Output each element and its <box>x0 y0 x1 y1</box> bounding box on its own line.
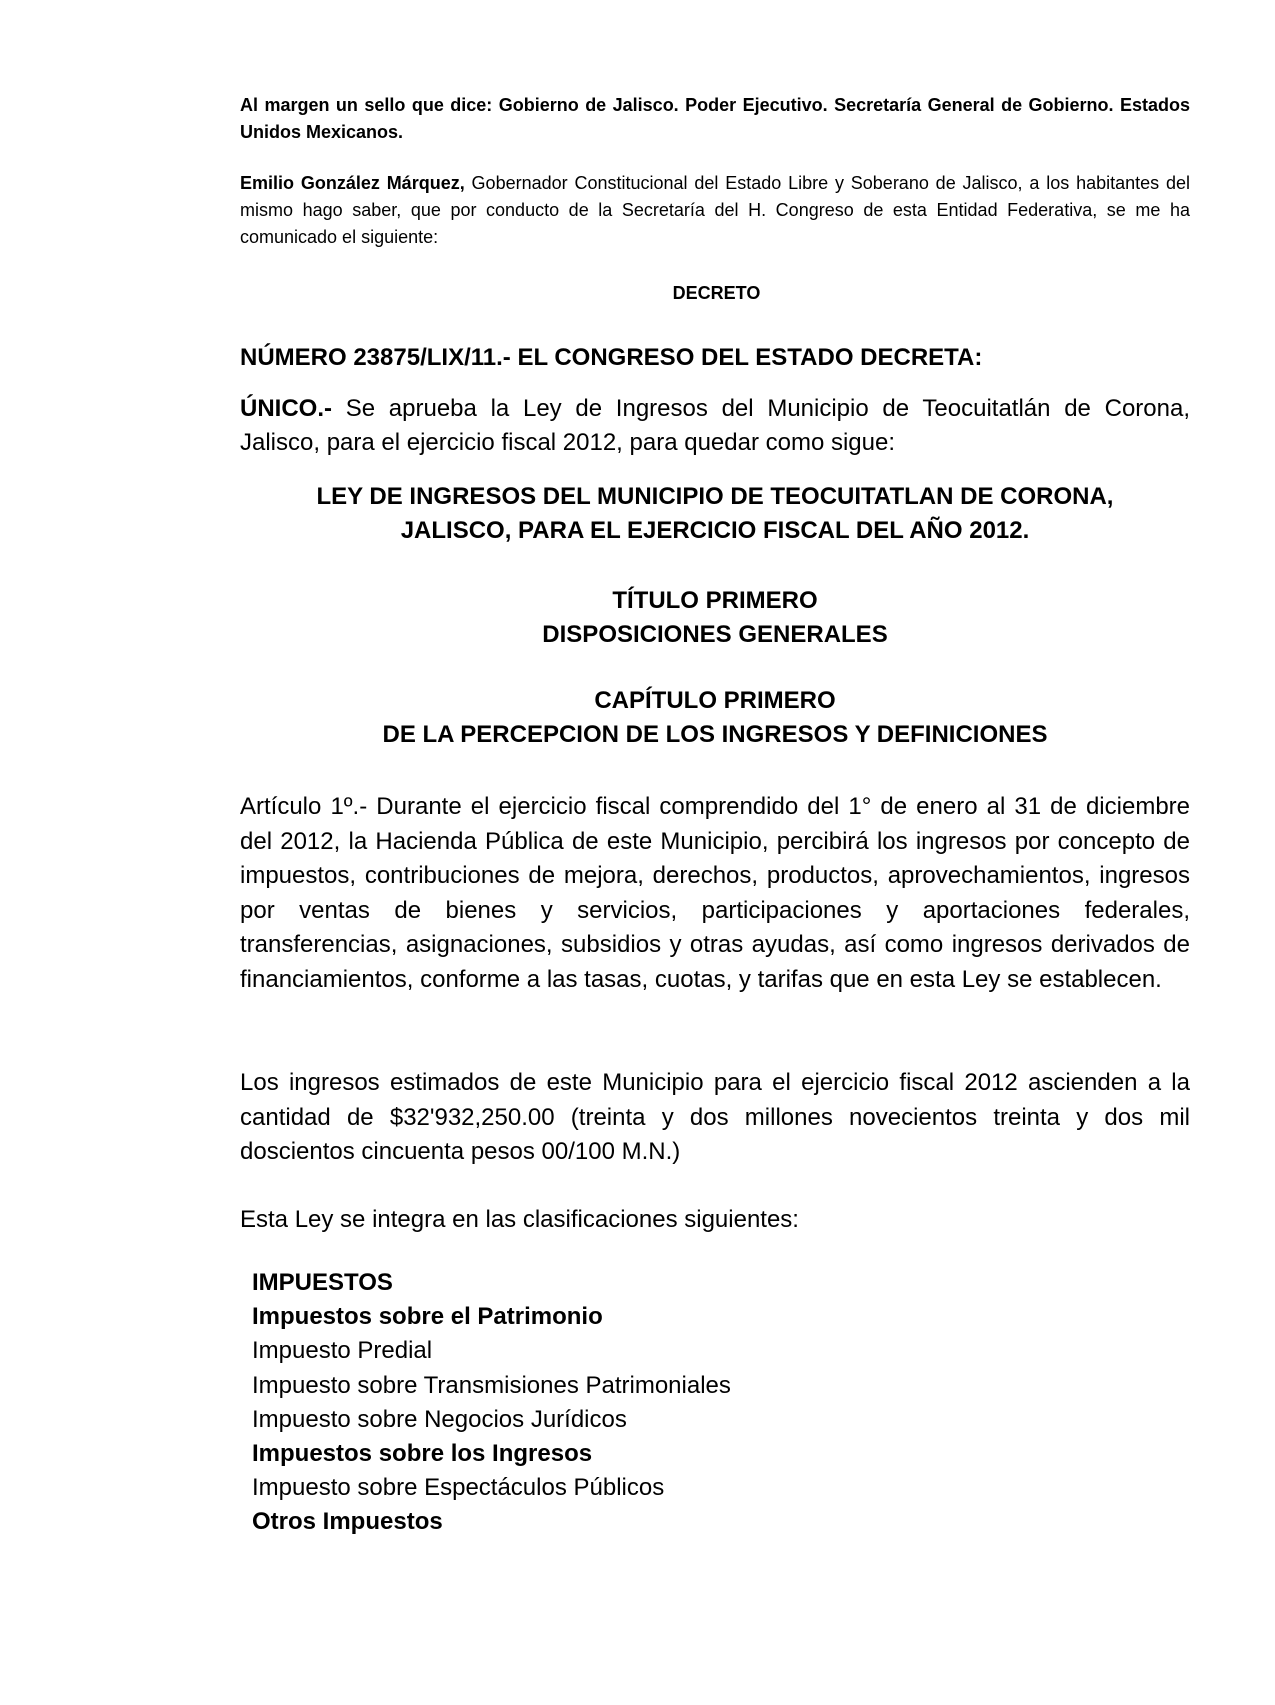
capitulo-line-1: CAPÍTULO PRIMERO <box>594 687 836 714</box>
titulo-heading <box>240 584 1190 652</box>
classification-item: IMPUESTOS <box>252 1269 393 1296</box>
unico-text: Se aprueba la Ley de Ingresos del Municipio de Teocuitatlán de Corona, Jalisco, para el ejercicio fiscal 2012, para quedar como sigue: <box>240 395 1190 456</box>
classification-item: Impuesto sobre Espectáculos Públicos <box>252 1474 665 1502</box>
unico-paragraph <box>240 392 1190 460</box>
estimated-income-paragraph: Los ingresos estimados de este Municipio para el ejercicio fiscal 2012 ascienden a la cantidad de $32'932,250.00 (treinta y dos millones novecientos treinta y dos mil doscientos cincuenta pesos 00/100 M.N.) <box>240 1069 1190 1165</box>
governor-text: Gobernador Constitucional del Estado Libre y Soberano de Jalisco, a los habitantes del mismo hago saber, que por conducto de la Secretaría del H. Congreso de esta Entidad Federativa, se me ha comunicado el siguiente: <box>240 173 1191 247</box>
classification-list <box>252 1266 1152 1540</box>
classification-item: Impuestos sobre el Patrimonio <box>252 1303 603 1331</box>
law-title-line-1: LEY DE INGRESOS DEL MUNICIPIO DE TEOCUITATLAN DE CORONA, <box>316 483 1114 510</box>
governor-paragraph <box>240 170 1190 251</box>
article-1-paragraph: Artículo 1º.- Durante el ejercicio fiscal comprendido del 1° de enero al 31 de diciembre del 2012, la Hacienda Pública de este Municipio, percibirá los ingresos por concepto de impuestos, contribuciones de mejora, derechos, productos, aprovechamientos, ingresos por ventas de bienes y servicios, participaciones y aportaciones federales, transferencias, asignaciones, subsidios y otras ayudas, así como ingresos derivados de financiamientos, conforme a las tasas, cuotas, y tarifas que en esta Ley se establecen. <box>240 793 1190 993</box>
classification-item: Otros Impuestos <box>252 1508 443 1536</box>
capitulo-line-2: DE LA PERCEPCION DE LOS INGRESOS Y DEFINICIONES <box>382 721 1048 748</box>
integration-line: Esta Ley se integra en las clasificaciones siguientes: <box>240 1206 799 1233</box>
classification-item: Impuesto sobre Negocios Jurídicos <box>252 1405 627 1433</box>
classification-item: Impuestos sobre los Ingresos <box>252 1440 593 1468</box>
law-title-line-2: JALISCO, PARA EL EJERCICIO FISCAL DEL AÑO 2012. <box>400 517 1030 544</box>
seal-margin-note: Al margen un sello que dice: Gobierno de Jalisco. Poder Ejecutivo. Secretaría General de Gobierno. Estados Unidos Mexicanos. <box>240 95 1190 142</box>
classification-item: Impuesto Predial <box>252 1337 433 1365</box>
decree-number-line: NÚMERO 23875/LIX/11.- EL CONGRESO DEL ESTADO DECRETA: <box>240 344 983 371</box>
titulo-line-2: DISPOSICIONES GENERALES <box>542 621 888 648</box>
governor-name: Emilio González Márquez, <box>240 173 465 193</box>
titulo-line-1: TÍTULO PRIMERO <box>612 587 818 614</box>
classification-item: Impuesto sobre Transmisiones Patrimoniales <box>252 1371 731 1399</box>
unico-label: ÚNICO.- <box>240 395 332 422</box>
decreto-heading: DECRETO <box>672 283 761 303</box>
law-title <box>240 480 1190 548</box>
capitulo-heading <box>240 684 1190 752</box>
